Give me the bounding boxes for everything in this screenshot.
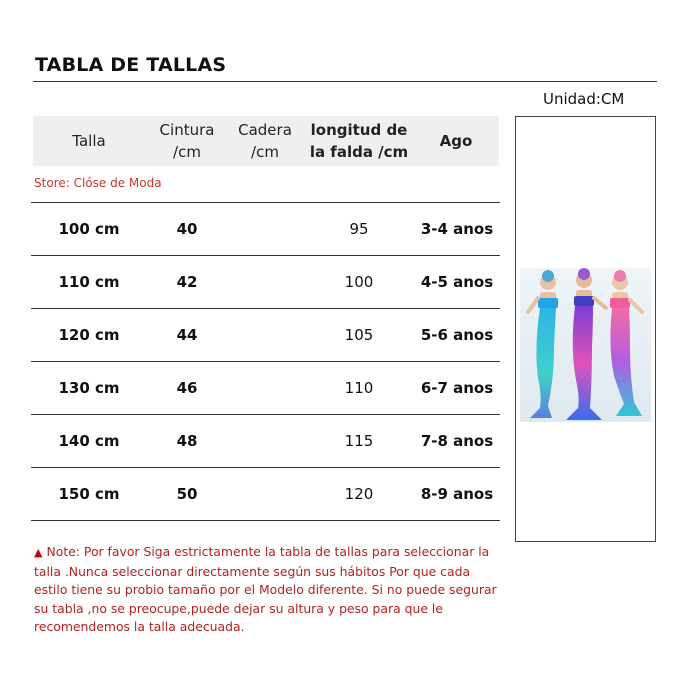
table-row	[31, 467, 500, 520]
store-label: Store: Clóse de Moda	[34, 176, 162, 190]
cell-longitud: 105	[344, 325, 374, 344]
cell-talla: 100 cm	[58, 219, 120, 238]
row-divider	[31, 520, 500, 521]
header-cintura: Cintura /cm	[159, 121, 215, 161]
cell-longitud: 100	[344, 272, 374, 291]
cell-talla: 130 cm	[58, 378, 120, 397]
table-row	[31, 414, 500, 467]
cell-ago: 8-9 anos	[420, 484, 494, 503]
page-title: TABLA DE TALLAS	[35, 54, 227, 76]
cell-cintura: 46	[176, 378, 198, 397]
table-row	[31, 255, 500, 308]
title-divider	[33, 81, 657, 82]
cell-cintura: 44	[176, 325, 198, 344]
cell-talla: 120 cm	[58, 325, 120, 344]
cell-longitud: 120	[344, 484, 374, 503]
cell-ago: 6-7 anos	[420, 378, 494, 397]
cell-ago: 7-8 anos	[420, 431, 494, 450]
mermaid-tails-product-photo	[520, 268, 651, 422]
cell-talla: 110 cm	[58, 272, 120, 291]
header-talla: Talla	[72, 132, 106, 150]
cell-ago: 4-5 anos	[420, 272, 494, 291]
table-row	[31, 361, 500, 414]
header-cadera: Cadera /cm	[238, 121, 292, 161]
table-row	[31, 308, 500, 361]
cell-talla: 150 cm	[58, 484, 120, 503]
cell-longitud: 115	[344, 431, 374, 450]
cell-cintura: 50	[176, 484, 198, 503]
cell-talla: 140 cm	[58, 431, 120, 450]
cell-cintura: 48	[176, 431, 198, 450]
cell-cintura: 42	[176, 272, 198, 291]
cell-longitud: 95	[349, 219, 369, 238]
note-text: Note: Por favor Siga estrictamente la tabla de tallas para seleccionar la talla .Nunca seleccionar directamente según sus hábitos Por que cada estilo tiene su probio tamaño por el Modelo diferente. Si no puede segurar su tabla ,no se preocupe,puede dejar su altura y peso para que le recomendemos la talla adecuada.	[34, 544, 497, 634]
table-row	[31, 202, 500, 255]
cell-cintura: 40	[176, 219, 198, 238]
header-longitud: longitud de la falda /cm	[309, 121, 409, 161]
warning-triangle-icon: ▲	[34, 546, 43, 559]
size-note	[34, 543, 504, 637]
cell-ago: 3-4 anos	[420, 219, 494, 238]
cell-longitud: 110	[344, 378, 374, 397]
header-ago: Ago	[439, 132, 473, 150]
unit-label: Unidad:CM	[543, 90, 625, 108]
cell-ago: 5-6 anos	[420, 325, 494, 344]
